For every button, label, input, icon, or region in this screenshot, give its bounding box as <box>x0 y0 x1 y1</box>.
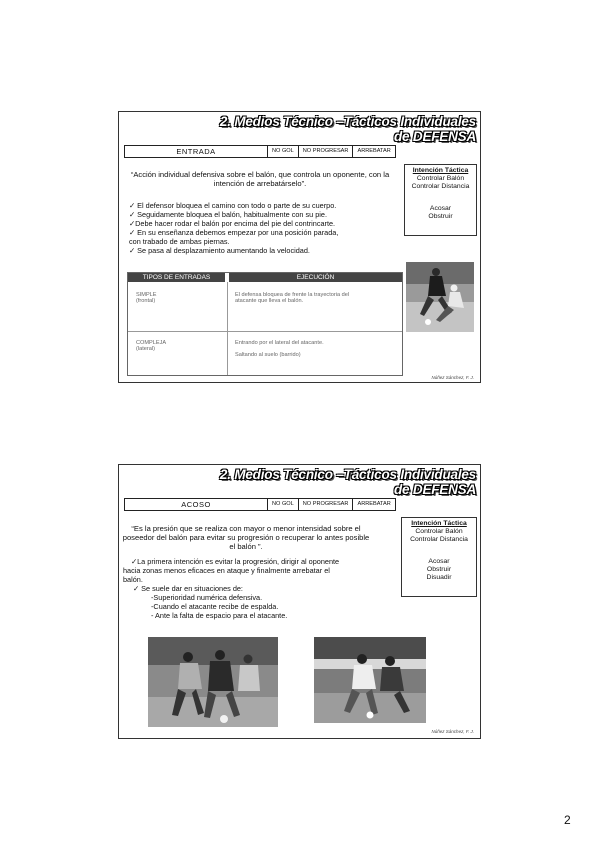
table-divider <box>128 331 402 332</box>
table-cell-type: COMPLEJA (lateral) <box>136 340 167 352</box>
option-arrebatar: ARREBATAR <box>353 498 395 511</box>
slide-title <box>220 467 476 497</box>
side-line: Controlar Distancia <box>411 183 470 190</box>
option-no-gol: NO GOL <box>268 145 299 158</box>
bullet-list <box>129 201 338 255</box>
side-line: Controlar Distancia <box>410 536 468 543</box>
option-no-progresar: NO PROGRESAR <box>299 145 354 158</box>
side-extra: Disuadir <box>426 574 452 581</box>
side-extra: Acosar <box>428 558 450 565</box>
slide-title <box>220 114 476 144</box>
table-cell-exec: Entrando por el lateral del atacante. Saltando al suelo (barrido) <box>235 340 324 358</box>
definition-quote: “Acción individual defensiva sobre el balón, que controla un oponente, con la intención de arrebatárselo”. <box>130 170 390 188</box>
bullet: ✓ Seguidamente bloquea el balón, habitualmente con su pie. <box>129 210 327 219</box>
side-extra: Obstruir <box>428 213 453 220</box>
bullet: ✓ Se pasa al desplazamiento aumentando la velocidad. <box>129 246 310 255</box>
title-line-1: 2. Medios Técnico –Tácticos Individuales <box>219 114 476 129</box>
title-line-2: de DEFENSA <box>393 129 476 144</box>
bullet: - Ante la falta de espacio para el atacante. <box>151 611 288 620</box>
pressing-photo-2 <box>314 637 426 723</box>
author-credit: Núñez Sánchez, F. J. <box>431 729 474 734</box>
table-cell-exec: El defensa bloquea de frente la trayectoria del atacante que lleva el balón. <box>235 292 350 304</box>
title-line-1: 2. Medios Técnico –Tácticos Individuales <box>219 467 476 482</box>
tackle-photo <box>406 262 474 332</box>
bullet: -Cuando el atacante recibe de espalda. <box>151 602 279 611</box>
option-no-gol: NO GOL <box>268 498 299 511</box>
tactical-intention-box <box>404 164 477 236</box>
bullet: ✓La primera intención es evitar la progresión, dirigir al oponente <box>131 557 340 566</box>
bullet: ✓ El defensor bloquea el camino con todo o parte de su cuerpo. <box>129 201 337 210</box>
option-no-progresar: NO PROGRESAR <box>299 498 354 511</box>
section-bar <box>124 498 396 511</box>
bullet: balón. <box>123 575 143 584</box>
slide-acoso <box>118 464 481 739</box>
title-line-2: de DEFENSA <box>393 482 476 497</box>
section-label: ENTRADA <box>124 145 268 158</box>
tactical-intention-box <box>401 517 477 597</box>
side-line: Controlar Balón <box>416 175 465 182</box>
section-bar <box>124 145 396 158</box>
table-header-execution: EJECUCIÓN <box>229 273 402 282</box>
bullet: ✓ En su enseñanza debemos empezar por una posición parada, <box>129 228 339 237</box>
side-line: Controlar Balón <box>415 528 463 535</box>
bullet: con trabado de ambas piernas. <box>129 237 230 246</box>
bullet: hacia zonas menos eficaces en ataque y finalmente arrebatar el <box>123 566 330 575</box>
bullet: ✓ Se suele dar en situaciones de: <box>133 584 243 593</box>
slide-entrada <box>118 111 481 383</box>
bullet: -Superioridad numérica defensiva. <box>151 593 263 602</box>
table-divider <box>227 282 228 375</box>
bullet-list <box>123 557 339 620</box>
page-number: 2 <box>564 813 571 827</box>
option-arrebatar: ARREBATAR <box>353 145 395 158</box>
side-heading: Intención Táctica <box>412 167 469 174</box>
entry-types-table <box>127 272 403 376</box>
bullet: ✓Debe hacer rodar el balón por encima del pie del contrincarte. <box>129 219 336 228</box>
table-header-types: TIPOS DE ENTRADAS <box>128 273 225 282</box>
side-heading: Intención Táctica <box>411 520 467 527</box>
table-cell-type: SIMPLE (frontal) <box>136 292 157 304</box>
author-credit: Núñez Sánchez, F. J. <box>431 375 474 380</box>
pressing-photo-1 <box>148 637 278 727</box>
side-extra: Acosar <box>429 205 452 212</box>
side-extra: Obstruir <box>426 566 452 573</box>
section-label: ACOSO <box>124 498 268 511</box>
definition-quote: “Es la presión que se realiza con mayor o menor intensidad sobre el poseedor del balón para evitar su progresión o recuperar lo antes posible el balón ”. <box>122 524 370 551</box>
